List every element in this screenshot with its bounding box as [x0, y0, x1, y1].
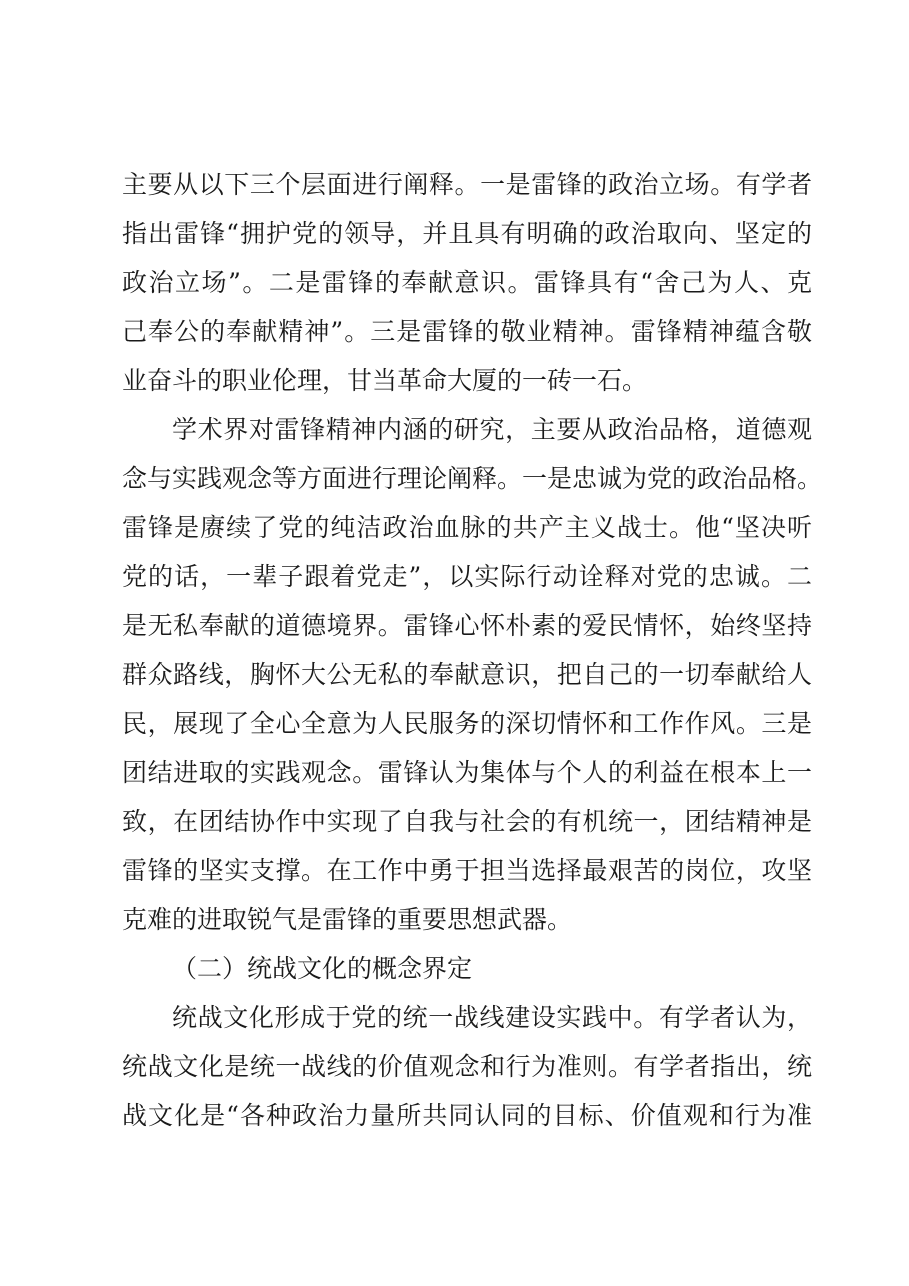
text-line: 政治立场”。二是雷锋的奉献意识。雷锋具有“舍己为人、克: [122, 268, 812, 297]
text-line: 念与实践观念等方面进行理论阐释。一是忠诚为党的政治品格。: [122, 464, 823, 493]
text-line: 雷锋的坚实支撑。在工作中勇于担当选择最艰苦的岗位，攻坚: [122, 856, 812, 885]
paragraph-leifeng-spirit-connotation: [122, 405, 823, 944]
text-line: 战文化是“各种政治力量所共同认同的目标、价值观和行为准: [122, 1101, 812, 1130]
text-line: 团结进取的实践观念。雷锋认为集体与个人的利益在根本上一: [122, 758, 812, 787]
text-line: 统战文化形成于党的统一战线建设实践中。有学者认为，: [172, 1003, 812, 1032]
paragraph-leifeng-standpoint: [122, 160, 812, 405]
text-line: 是无私奉献的道德境界。雷锋心怀朴素的爱民情怀，始终坚持: [122, 611, 812, 640]
paragraph-united-front-culture: [122, 993, 812, 1140]
text-line: 民，展现了全心全意为人民服务的深切情怀和工作作风。三是: [122, 709, 812, 738]
text-line: 指出雷锋“拥护党的领导，并且具有明确的政治取向、坚定的: [122, 219, 812, 248]
text-line: 业奋斗的职业伦理，甘当革命大厦的一砖一石。: [122, 366, 648, 395]
section-heading: （二）统战文化的概念界定: [172, 954, 473, 983]
text-line: 党的话，一辈子跟着党走”，以实际行动诠释对党的忠诚。二: [122, 562, 812, 591]
document-body: [122, 160, 823, 1140]
text-line: 统战文化是统一战线的价值观念和行为准则。有学者指出，统: [122, 1052, 812, 1081]
text-line: 克难的进取锐气是雷锋的重要思想武器。: [122, 905, 573, 934]
text-line: 己奉公的奉献精神”。三是雷锋的敬业精神。雷锋精神蕴含敬: [122, 317, 812, 346]
text-line: 群众路线，胸怀大公无私的奉献意识，把自己的一切奉献给人: [122, 660, 812, 689]
text-line: 雷锋是赓续了党的纯洁政治血脉的共产主义战士。他“坚决听: [122, 513, 812, 542]
text-line: 学术界对雷锋精神内涵的研究，主要从政治品格，道德观: [172, 415, 812, 444]
text-line: 主要从以下三个层面进行阐释。一是雷锋的政治立场。有学者: [122, 170, 812, 199]
text-line: 致，在团结协作中实现了自我与社会的有机统一，团结精神是: [122, 807, 812, 836]
